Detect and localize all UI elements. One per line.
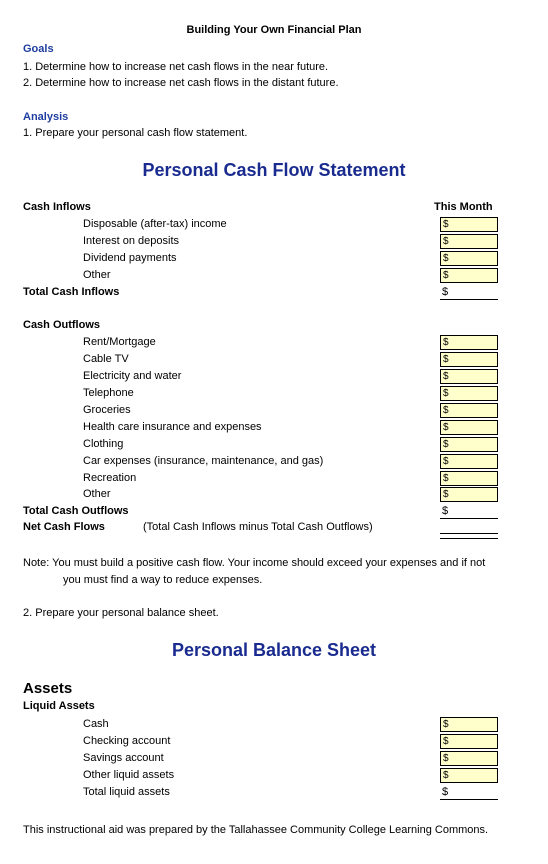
liquid-asset-label: Checking account (83, 735, 171, 747)
total-outflows-value: $ (440, 504, 498, 519)
outflow-label: Car expenses (insurance, maintenance, and gas) (83, 455, 324, 467)
net-cash-flows-label: Net Cash Flows (23, 521, 105, 533)
goals-heading: Goals (23, 43, 54, 55)
outflow-label: Other (83, 488, 111, 500)
liquid-asset-input[interactable]: $ (440, 768, 498, 783)
total-outflows-label: Total Cash Outflows (23, 505, 129, 517)
analysis-heading: Analysis (23, 111, 69, 123)
cash-inflows-heading: Cash Inflows (23, 201, 91, 213)
inflow-input[interactable]: $ (440, 234, 498, 249)
footer-credit: This instructional aid was prepared by the Tallahassee Community College Learning Commons. (23, 824, 489, 836)
assets-heading: Assets (23, 680, 73, 697)
outflow-input[interactable]: $ (440, 386, 498, 401)
liquid-asset-input[interactable]: $ (440, 751, 498, 766)
liquid-asset-input[interactable]: $ (440, 717, 498, 732)
inflow-label: Other (83, 269, 111, 281)
outflow-input[interactable]: $ (440, 335, 498, 350)
outflow-label: Recreation (83, 472, 137, 484)
goal-item-2: 2. Determine how to increase net cash flows in the distant future. (23, 77, 339, 89)
total-inflows-label: Total Cash Inflows (23, 286, 120, 298)
liquid-asset-label: Cash (83, 718, 109, 730)
outflow-input[interactable]: $ (440, 420, 498, 435)
net-cash-flows-double-rule (440, 533, 498, 539)
outflow-input[interactable]: $ (440, 487, 498, 502)
outflow-label: Groceries (83, 404, 131, 416)
cash-outflows-heading: Cash Outflows (23, 319, 101, 331)
outflow-input[interactable]: $ (440, 403, 498, 418)
inflow-input[interactable]: $ (440, 268, 498, 283)
total-liquid-assets-value: $ (440, 785, 498, 800)
inflow-input[interactable]: $ (440, 217, 498, 232)
note-line-2: you must find a way to reduce expenses. (63, 574, 263, 586)
outflow-input[interactable]: $ (440, 437, 498, 452)
analysis-step-1: 1. Prepare your personal cash flow statement. (23, 127, 248, 139)
this-month-header: This Month (434, 201, 493, 213)
balance-sheet-title: Personal Balance Sheet (171, 640, 377, 660)
outflow-input[interactable]: $ (440, 352, 498, 367)
outflow-label: Electricity and water (83, 370, 182, 382)
analysis-step-2: 2. Prepare your personal balance sheet. (23, 607, 219, 619)
total-liquid-assets-label: Total liquid assets (83, 786, 170, 798)
note-line-1: Note: You must build a positive cash flow. Your income should exceed your expenses and if not (23, 557, 486, 569)
inflow-label: Disposable (after-tax) income (83, 218, 227, 230)
liquid-assets-heading: Liquid Assets (23, 700, 95, 712)
document-title: Building Your Own Financial Plan (186, 24, 362, 36)
inflow-label: Dividend payments (83, 252, 177, 264)
outflow-label: Cable TV (83, 353, 129, 365)
total-inflows-value: $ (440, 285, 498, 300)
liquid-asset-label: Other liquid assets (83, 769, 175, 781)
outflow-label: Clothing (83, 438, 124, 450)
liquid-asset-label: Savings account (83, 752, 164, 764)
cash-flow-title: Personal Cash Flow Statement (142, 160, 406, 180)
outflow-input[interactable]: $ (440, 369, 498, 384)
liquid-asset-input[interactable]: $ (440, 734, 498, 749)
net-cash-flows-note: (Total Cash Inflows minus Total Cash Outflows) (143, 521, 373, 533)
inflow-input[interactable]: $ (440, 251, 498, 266)
outflow-input[interactable]: $ (440, 454, 498, 469)
outflow-label: Rent/Mortgage (83, 336, 156, 348)
outflow-label: Health care insurance and expenses (83, 421, 262, 433)
goal-item-1: 1. Determine how to increase net cash flows in the near future. (23, 61, 329, 73)
outflow-label: Telephone (83, 387, 134, 399)
inflow-label: Interest on deposits (83, 235, 180, 247)
outflow-input[interactable]: $ (440, 471, 498, 486)
